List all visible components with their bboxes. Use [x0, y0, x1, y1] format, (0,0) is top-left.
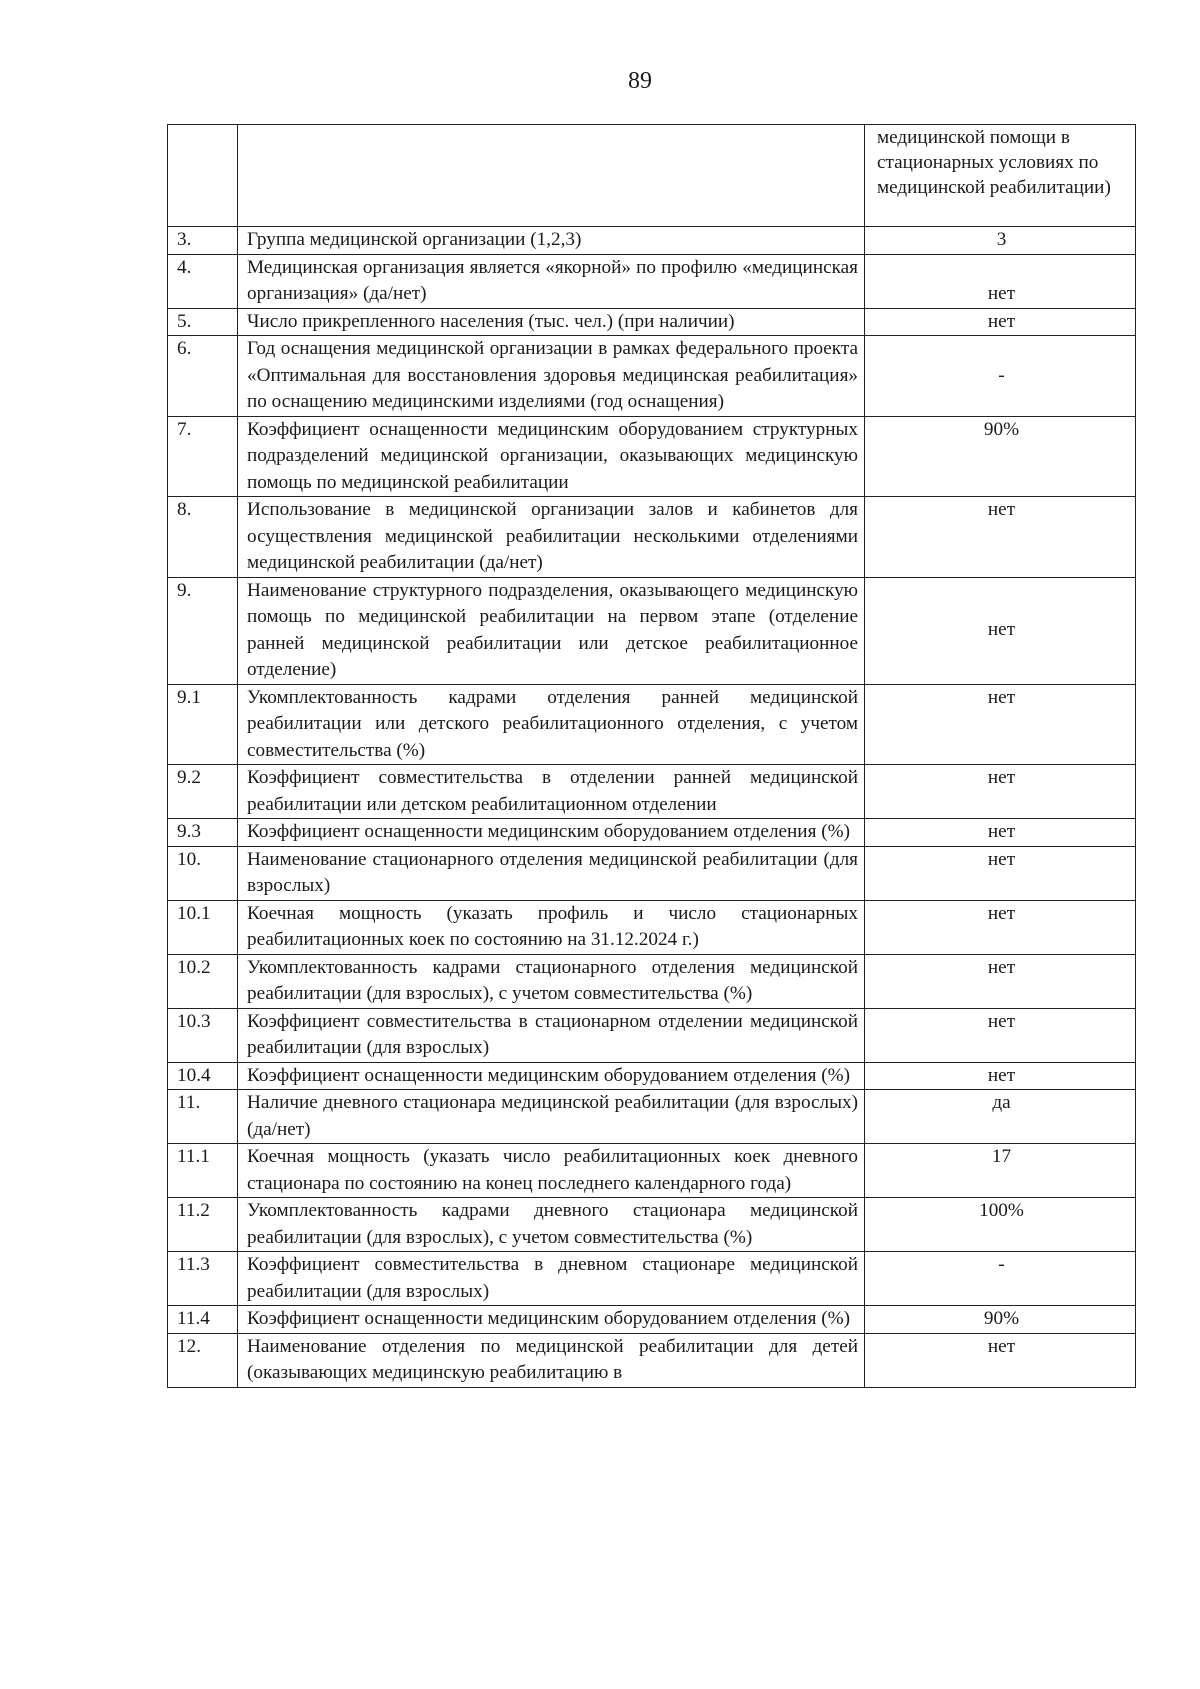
- table-row: [168, 1008, 1136, 1062]
- row-description: Наличие дневного стационара медицинской реабилитации (для взрослых) (да/нет): [238, 1090, 865, 1144]
- table-row: [168, 1062, 1136, 1090]
- row-value: да: [865, 1090, 1136, 1144]
- row-value: -: [865, 336, 1136, 417]
- page-number: 89: [628, 68, 652, 94]
- row-description: Медицинская организация является «якорной» по профилю «медицинская организация» (да/нет): [238, 254, 865, 308]
- table-row: [168, 684, 1136, 765]
- row-description: Число прикрепленного населения (тыс. чел.) (при наличии): [238, 308, 865, 336]
- row-value: нет: [865, 819, 1136, 847]
- row-number: 10.3: [168, 1008, 238, 1062]
- table-row: [168, 1252, 1136, 1306]
- row-number: 11.1: [168, 1144, 238, 1198]
- row-description: Наименование стационарного отделения медицинской реабилитации (для взрослых): [238, 846, 865, 900]
- row-value: 90%: [865, 1306, 1136, 1334]
- row-description: Коечная мощность (указать профиль и число стационарных реабилитационных коек по состоянию на 31.12.2024 г.): [238, 900, 865, 954]
- row-value: нет: [865, 497, 1136, 578]
- table-row: [168, 227, 1136, 255]
- row-description: Укомплектованность кадрами дневного стационара медицинской реабилитации (для взрослых), с учетом совместительства (%): [238, 1198, 865, 1252]
- table-row: [168, 765, 1136, 819]
- row-value: нет: [865, 765, 1136, 819]
- row-value: нет: [865, 684, 1136, 765]
- row-value: нет: [865, 1062, 1136, 1090]
- row-description: Укомплектованность кадрами отделения ранней медицинской реабилитации или детского реабилитационного отделения, с учетом совместительства (%): [238, 684, 865, 765]
- row-description: Коечная мощность (указать число реабилитационных коек дневного стационара по состоянию на конец последнего календарного года): [238, 1144, 865, 1198]
- row-description: Укомплектованность кадрами стационарного отделения медицинской реабилитации (для взрослых), с учетом совместительства (%): [238, 954, 865, 1008]
- table-row: [168, 254, 1136, 308]
- row-description: Использование в медицинской организации залов и кабинетов для осуществления медицинской реабилитации несколькими отделениями медицинской реабилитации (да/нет): [238, 497, 865, 578]
- row-value-cell: медицинской помощи в стационарных условиях по медицинской реабилитации): [865, 125, 1136, 227]
- row-description: Коэффициент оснащенности медицинским оборудованием отделения (%): [238, 1306, 865, 1334]
- row-description: Коэффициент оснащенности медицинским оборудованием отделения (%): [238, 819, 865, 847]
- table-row: [168, 1144, 1136, 1198]
- row-value: -: [865, 1252, 1136, 1306]
- row-number: 6.: [168, 336, 238, 417]
- table-row: [168, 819, 1136, 847]
- row-number-cell: [168, 125, 238, 227]
- row-number: 12.: [168, 1333, 238, 1387]
- row-number: 11.3: [168, 1252, 238, 1306]
- row-value: нет: [865, 846, 1136, 900]
- row-value: 17: [865, 1144, 1136, 1198]
- row-value: нет: [865, 1008, 1136, 1062]
- row-number: 10.4: [168, 1062, 238, 1090]
- row-number: 9.3: [168, 819, 238, 847]
- row-number: 10.1: [168, 900, 238, 954]
- row-value: нет: [865, 308, 1136, 336]
- row-value: нет: [865, 1333, 1136, 1387]
- row-number: 10.: [168, 846, 238, 900]
- table-row: [168, 900, 1136, 954]
- row-description: Коэффициент оснащенности медицинским оборудованием отделения (%): [238, 1062, 865, 1090]
- table-row: [168, 336, 1136, 417]
- row-value: 3: [865, 227, 1136, 255]
- row-description: Коэффициент совместительства в стационарном отделении медицинской реабилитации (для взрослых): [238, 1008, 865, 1062]
- row-number: 9.2: [168, 765, 238, 819]
- row-number: 5.: [168, 308, 238, 336]
- row-description-cell: [238, 125, 865, 227]
- row-number: 3.: [168, 227, 238, 255]
- row-number: 9.: [168, 577, 238, 684]
- table-row: [168, 1198, 1136, 1252]
- row-number: 10.2: [168, 954, 238, 1008]
- row-number: 9.1: [168, 684, 238, 765]
- row-description: Коэффициент совместительства в дневном стационаре медицинской реабилитации (для взрослых): [238, 1252, 865, 1306]
- row-value: 90%: [865, 416, 1136, 497]
- row-value: нет: [865, 577, 1136, 684]
- table-row: [168, 577, 1136, 684]
- row-number: 7.: [168, 416, 238, 497]
- table-row: [168, 1090, 1136, 1144]
- table-row: [168, 497, 1136, 578]
- row-description: Коэффициент совместительства в отделении ранней медицинской реабилитации или детском реабилитационном отделении: [238, 765, 865, 819]
- table-row: [168, 308, 1136, 336]
- row-description: Наименование структурного подразделения, оказывающего медицинскую помощь по медицинской реабилитации на первом этапе (отделение ранней медицинской реабилитации или детское реабилитационное отделение): [238, 577, 865, 684]
- table-row: [168, 1333, 1136, 1387]
- row-number: 11.4: [168, 1306, 238, 1334]
- row-description: Наименование отделения по медицинской реабилитации для детей (оказывающих медицинскую реабилитацию в: [238, 1333, 865, 1387]
- row-number: 11.: [168, 1090, 238, 1144]
- row-description: Год оснащения медицинской организации в рамках федерального проекта «Оптимальная для восстановления здоровья медицинская реабилитация» по оснащению медицинскими изделиями (год оснащения): [238, 336, 865, 417]
- row-value: 100%: [865, 1198, 1136, 1252]
- row-value: нет: [865, 900, 1136, 954]
- row-value: нет: [865, 954, 1136, 1008]
- row-number: 11.2: [168, 1198, 238, 1252]
- row-value: нет: [865, 254, 1136, 308]
- row-number: 8.: [168, 497, 238, 578]
- rehabilitation-indicators-table: [167, 124, 1136, 1388]
- table-row: [168, 1306, 1136, 1334]
- table-row-continuation: [168, 125, 1136, 227]
- row-description: Коэффициент оснащенности медицинским оборудованием структурных подразделений медицинской организации, оказывающих медицинскую помощь по медицинской реабилитации: [238, 416, 865, 497]
- table-row: [168, 846, 1136, 900]
- row-number: 4.: [168, 254, 238, 308]
- table-row: [168, 416, 1136, 497]
- row-description: Группа медицинской организации (1,2,3): [238, 227, 865, 255]
- table-row: [168, 954, 1136, 1008]
